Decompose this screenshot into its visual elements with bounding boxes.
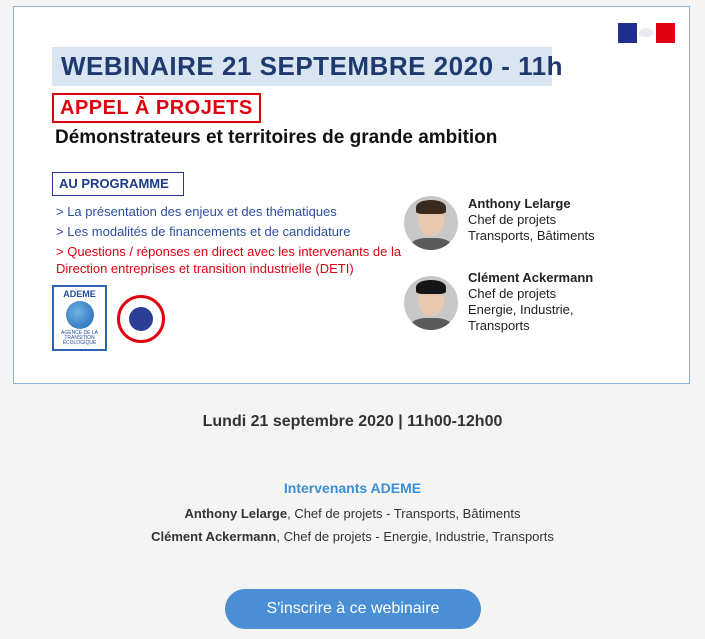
speaker-line — [0, 529, 705, 544]
speaker-name: Anthony Lelarge — [184, 506, 288, 521]
program-list — [56, 203, 416, 280]
program-item: > Questions / réponses en direct avec les intervenants de la Direction entreprises et transition industrielle (DETI) — [56, 244, 402, 276]
avatar — [404, 276, 458, 330]
speaker-role: Chef de projets — [468, 212, 557, 227]
webinar-heading — [52, 47, 563, 86]
call-for-projects-label: APPEL À PROJETS — [52, 93, 261, 123]
speaker-card — [468, 196, 595, 244]
webinar-date: 21 SEPTEMBRE 2020 - 11h — [222, 51, 563, 81]
speaker-role: , Chef de projets - Energie, Industrie, Transports — [276, 529, 554, 544]
speaker-role: Chef de projets — [468, 286, 557, 301]
program-item: > Les modalités de financements et de candidature — [56, 224, 351, 239]
ademe-logo — [52, 285, 107, 351]
program-label: AU PROGRAMME — [52, 172, 184, 196]
speaker-detail: Transports, Bâtiments — [468, 228, 595, 243]
register-button[interactable]: S'inscrire à ce webinaire — [225, 589, 481, 629]
speaker-name: Clément Ackermann — [151, 529, 277, 544]
program-item: > La présentation des enjeux et des thématiques — [56, 204, 337, 219]
ademe-logo-subtitle: AGENCE DE LA TRANSITION ÉCOLOGIQUE — [61, 330, 98, 346]
speakers-title: Intervenants ADEME — [283, 480, 422, 496]
ademe-logo-text: ADEME — [63, 289, 96, 299]
globe-icon — [66, 301, 94, 329]
speaker-card — [468, 270, 598, 334]
marianne-icon — [129, 307, 153, 331]
investir-avenir-logo — [117, 295, 165, 343]
speaker-name: Clément Ackermann — [468, 270, 594, 285]
speaker-line — [0, 506, 705, 521]
avatar — [404, 196, 458, 250]
speaker-detail: Energie, Industrie, Transports — [468, 302, 574, 333]
french-flag-logo — [618, 23, 675, 43]
speaker-name: Anthony Lelarge — [468, 196, 571, 211]
webinar-banner — [13, 6, 690, 384]
webinar-label: WEBINAIRE — [61, 51, 215, 81]
event-date: Lundi 21 septembre 2020 | 11h00-12h00 — [202, 413, 503, 430]
speaker-role: , Chef de projets - Transports, Bâtiments — [287, 506, 521, 521]
call-title: Démonstrateurs et territoires de grande ambition — [55, 127, 498, 148]
